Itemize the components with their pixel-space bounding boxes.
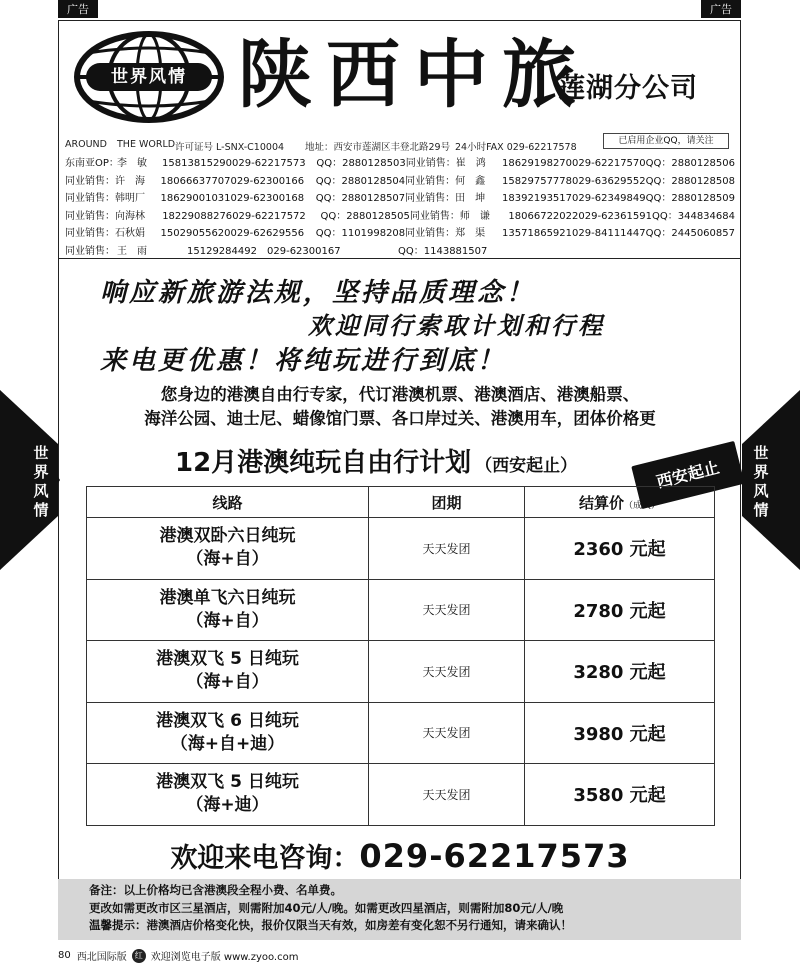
slogan-2: 欢迎同行索取计划和行程	[308, 311, 605, 340]
route-type: （海+自）	[186, 549, 269, 570]
contact-mobile: 18629198270	[502, 158, 573, 169]
footer-url[interactable]: 欢迎浏览电子版 www.zyoo.com	[150, 952, 299, 963]
contact-phone: 029-62629556	[230, 228, 305, 239]
contact-name: 向海林	[115, 210, 145, 222]
consult-phone: 029-62217573	[359, 837, 630, 875]
contact-phone: 029-62349849	[572, 193, 646, 204]
price-cell: 3280 元起	[525, 641, 715, 703]
contact-mobile: 18229088276	[162, 210, 233, 222]
page-footer	[58, 948, 298, 963]
route-name: 港澳双卧六日纯玩	[159, 526, 296, 547]
side-char: 界	[33, 463, 49, 481]
contact-phone: 029-63629552	[572, 175, 646, 187]
contact-qq: QQ：2445060857	[645, 228, 735, 239]
contact-qq: QQ：1143881507	[398, 245, 488, 257]
contact-role: 同业销售：	[65, 245, 115, 257]
info-fax: 24小时FAX 029-62217578	[455, 142, 577, 153]
contact-qq: QQ：2880128505	[320, 210, 410, 222]
side-char: 界	[753, 463, 769, 481]
contact-list	[65, 155, 735, 260]
contact-name: 田 坤	[455, 193, 486, 204]
contact-phone: 029-84111447	[572, 228, 646, 239]
edition-label: 西北国际版	[76, 952, 127, 963]
table-row	[87, 518, 715, 580]
contact-mobile: 15129284492	[187, 245, 257, 257]
contact-phone: 029-62300167	[267, 245, 341, 257]
plan-title-main: 12月港澳纯玩自由行计划	[175, 448, 472, 478]
contact-qq: QQ：2880128507	[315, 193, 406, 204]
contact-row	[65, 155, 735, 173]
contact-phone: 029-62217570	[572, 158, 646, 169]
contact-phone: 029-62300166	[230, 175, 305, 187]
contact-mobile: 15813815290	[162, 158, 233, 169]
contact-name: 李 敏	[117, 158, 147, 169]
side-char: 风	[33, 482, 49, 500]
route-type: （海+自+迪）	[170, 733, 285, 754]
note-line: 备注：以上价格均已含港澳段全程小费、名单费。	[89, 883, 342, 897]
contact-mobile: 18629001031	[160, 193, 231, 204]
contact-mobile: 15829757778	[502, 175, 573, 187]
table-row	[87, 579, 715, 641]
side-label-left	[32, 444, 50, 520]
table-row	[87, 764, 715, 826]
contact-name: 师 谦	[459, 210, 490, 222]
logo-text: 世界风情	[111, 67, 187, 87]
contact-name: 崔 鸿	[455, 158, 486, 169]
contact-role: 同业销售：	[405, 175, 456, 187]
contact-name: 石秋娟	[115, 228, 145, 239]
route-cell	[87, 764, 369, 826]
header-price	[525, 487, 715, 518]
contact-name: 何 鑫	[455, 175, 486, 187]
slogan-3: 来电更优惠！将纯玩进行到底！	[100, 346, 507, 376]
schedule-cell: 天天发团	[369, 702, 525, 764]
table-row	[87, 702, 715, 764]
contact-role: 同业销售：	[65, 210, 115, 222]
contact-phone: 029-62300168	[230, 193, 305, 204]
route-name: 港澳单飞六日纯玩	[159, 587, 296, 608]
route-type: （海+自）	[186, 610, 269, 631]
contact-qq: QQ：2880128509	[645, 193, 735, 204]
schedule-cell: 天天发团	[369, 579, 525, 641]
plan-title-suffix: （西安起止）	[475, 456, 578, 476]
contact-row	[65, 243, 735, 261]
plan-table	[86, 486, 715, 826]
info-address: 地址：西安市莲湖区丰登北路29号	[305, 142, 451, 153]
contact-mobile: 18066637707	[160, 175, 231, 187]
contact-row	[65, 225, 735, 243]
side-char: 世	[753, 444, 769, 462]
header-price-note: （成人）	[624, 500, 661, 511]
schedule-cell: 天天发团	[369, 764, 525, 826]
contact-role: 同业销售：	[65, 175, 115, 187]
contact-mobile: 18392193517	[502, 193, 573, 204]
route-name: 港澳双飞 6 日纯玩	[156, 710, 299, 731]
globe-logo-icon	[68, 31, 230, 123]
price-cell: 3980 元起	[525, 702, 715, 764]
side-label-right	[752, 444, 770, 520]
plan-title	[175, 442, 577, 479]
contact-phone: 029-62217573	[232, 158, 306, 169]
contact-qq: QQ：2880128506	[645, 158, 736, 169]
header-schedule: 团期	[369, 487, 525, 518]
contact-name: 韩明厂	[115, 193, 145, 204]
price-cell: 2360 元起	[525, 518, 715, 580]
contact-role: 同业销售：	[409, 210, 460, 222]
info-world: THE WORLD	[117, 139, 176, 150]
contact-mobile: 13571865921	[502, 228, 573, 239]
contact-mobile: 18066722022	[508, 210, 579, 222]
page-number: 80	[58, 950, 71, 961]
contact-mobile: 15029055620	[160, 228, 231, 239]
contact-qq: QQ：1101998208	[315, 228, 406, 239]
route-cell	[87, 641, 369, 703]
contact-role: 同业销售：	[405, 158, 456, 169]
contact-role: 东南亚OP：	[65, 158, 119, 169]
side-char: 世	[33, 444, 49, 462]
intro-line-1: 您身边的港澳自由行专家，代订港澳机票、港澳酒店、港澳船票、	[160, 385, 640, 404]
route-type: （海+自）	[186, 672, 269, 693]
info-around: AROUND	[65, 139, 107, 150]
side-char: 情	[33, 501, 49, 519]
departure-stamp: 西安起止	[631, 441, 744, 509]
contact-row	[65, 190, 735, 208]
ad-tag-right: 广告	[701, 0, 741, 18]
contact-role: 同业销售：	[65, 228, 115, 239]
route-cell	[87, 518, 369, 580]
contact-row	[65, 173, 735, 191]
header-price-label: 结算价	[578, 493, 624, 512]
route-name: 港澳双飞 5 日纯玩	[156, 772, 299, 793]
schedule-cell: 天天发团	[369, 518, 525, 580]
route-name: 港澳双飞 5 日纯玩	[156, 649, 299, 670]
intro-line-2: 海洋公园、迪士尼、蜡像馆门票、各口岸过关、港澳用车，团体价格更	[144, 409, 656, 428]
note-line: 更改如需更改市区三星酒店，则需附加40元/人/晚。如需更改四星酒店，则需附加80元/人/晚	[89, 900, 564, 915]
contact-qq: QQ：344834684	[651, 210, 735, 222]
contact-role: 同业销售：	[65, 193, 115, 204]
schedule-cell: 天天发团	[369, 641, 525, 703]
contact-qq: QQ：2880128508	[645, 175, 735, 187]
consult-label: 欢迎来电咨询：	[170, 843, 360, 874]
brand-name: 陕西中旅	[238, 32, 590, 118]
brand-branch: 莲湖分公司	[558, 73, 698, 104]
consult-line	[0, 836, 800, 875]
slogan-1: 响应新旅游法规，坚持品质理念！	[100, 278, 536, 308]
notes-box	[58, 879, 741, 940]
route-type: （海+迪）	[186, 795, 269, 816]
note-line: 温馨提示：港澳酒店价格变化快，报价仅限当天有效，如房差有变化恕不另行通知，请来确认！	[89, 918, 572, 932]
header-route: 线路	[87, 487, 369, 518]
contact-row	[65, 208, 735, 226]
contact-qq: QQ：2880128503	[316, 158, 406, 169]
contact-name: 许 海	[115, 175, 145, 187]
contact-name: 郑 渠	[455, 228, 486, 239]
contact-role: 同业销售：	[405, 193, 456, 204]
price-cell: 3580 元起	[525, 764, 715, 826]
info-license: 许可证号 L-SNX-C10004	[175, 142, 285, 153]
ad-tag-left: 广告	[58, 0, 98, 18]
contact-phone: 029-62361591	[578, 210, 652, 222]
edition-mark-icon: 红	[132, 949, 146, 963]
table-header-row	[87, 487, 715, 518]
side-char: 情	[753, 501, 769, 519]
contact-qq: QQ：2880128504	[315, 175, 406, 187]
table-row	[87, 641, 715, 703]
contact-name: 王 雨	[117, 245, 147, 257]
side-char: 风	[753, 482, 769, 500]
contact-phone: 029-62217572	[232, 210, 306, 222]
price-cell: 2780 元起	[525, 579, 715, 641]
route-cell	[87, 702, 369, 764]
qq-note-box: 已启用企业QQ，请关注	[603, 133, 729, 149]
contact-role: 同业销售：	[405, 228, 456, 239]
route-cell	[87, 579, 369, 641]
